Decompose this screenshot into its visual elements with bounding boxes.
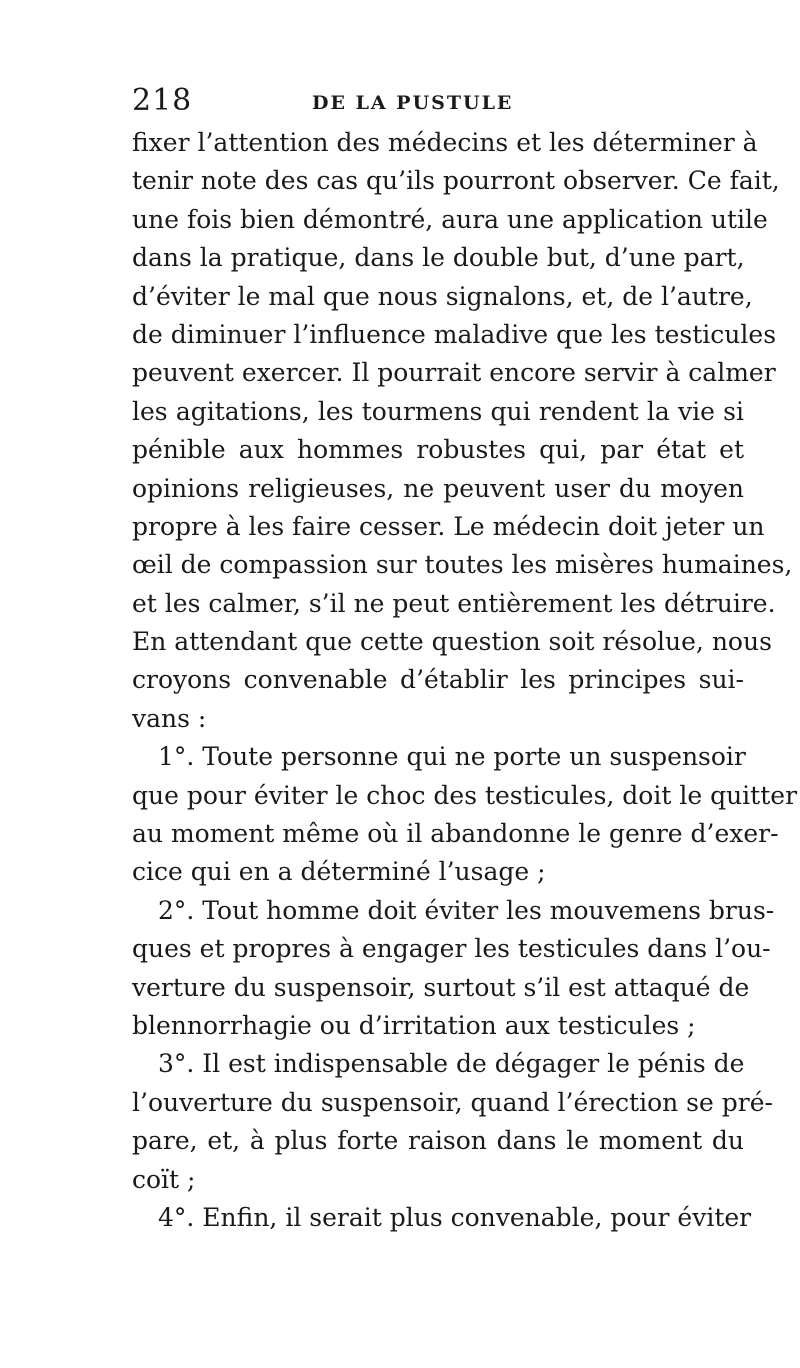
list-item-3-line: 3°. Il est indispensable de dégager le pénis de — [158, 1049, 745, 1079]
text-line: de diminuer l’influence maladive que les testicules — [132, 319, 777, 349]
text-line: coït ; — [132, 1164, 196, 1194]
text-line: tenir note des cas qu’ils pourront observer. Ce fait, — [132, 166, 780, 196]
text-line: dans la pratique, dans le double but, d’une part, — [132, 243, 745, 273]
text-line: au moment même où il abandonne le genre d’exer- — [132, 819, 779, 849]
list-item-4-line: 4°. Enfin, il serait plus convenable, pour éviter — [158, 1202, 752, 1232]
list-item-1-line: 1°. Toute personne qui ne porte un suspensoir — [158, 742, 746, 772]
running-title: DE LA PUSTULE — [312, 92, 514, 114]
text-line: l’ouverture du suspensoir, quand l’érection se pré- — [132, 1087, 773, 1117]
text-line: cice qui en a déterminé l’usage ; — [132, 857, 546, 887]
text-line: œil de compassion sur toutes les misères humaines, — [132, 550, 793, 580]
text-line: En attendant que cette question soit résolue, nous — [132, 627, 772, 657]
text-line: et les calmer, s’il ne peut entièrement les détruire. — [132, 588, 776, 618]
text-line: que pour éviter le choc des testicules, doit le quitter — [132, 780, 798, 810]
page-number: 218 — [132, 83, 193, 118]
text-line: fixer l’attention des médecins et les déterminer à — [132, 128, 758, 157]
page-header — [132, 84, 732, 124]
text-body — [132, 124, 798, 1237]
text-line: vans : — [132, 703, 207, 733]
text-line: croyons convenable d’établir les principes sui- — [132, 665, 744, 695]
text-line: propre à les faire cesser. Le médecin doit jeter un — [132, 511, 765, 541]
text-line: les agitations, les tourmens qui rendent la vie si — [132, 396, 744, 426]
text-line: d’éviter le mal que nous signalons, et, de l’autre, — [132, 281, 753, 311]
text-line: verture du suspensoir, surtout s’il est attaqué de — [132, 972, 750, 1002]
text-line: peuvent exercer. Il pourrait encore servir à calmer — [132, 358, 776, 388]
text-line: opinions religieuses, ne peuvent user du moyen — [132, 473, 744, 503]
text-line: pénible aux hommes robustes qui, par état et — [132, 435, 744, 465]
list-item-2-line: 2°. Tout homme doit éviter les mouvemens brus- — [158, 895, 775, 925]
text-line: une fois bien démontré, aura une application utile — [132, 204, 768, 234]
text-line: blennorrhagie ou d’irritation aux testicules ; — [132, 1010, 696, 1040]
text-line: pare, et, à plus forte raison dans le moment du — [132, 1126, 744, 1156]
text-line: ques et propres à engager les testicules dans l’ou- — [132, 934, 771, 964]
